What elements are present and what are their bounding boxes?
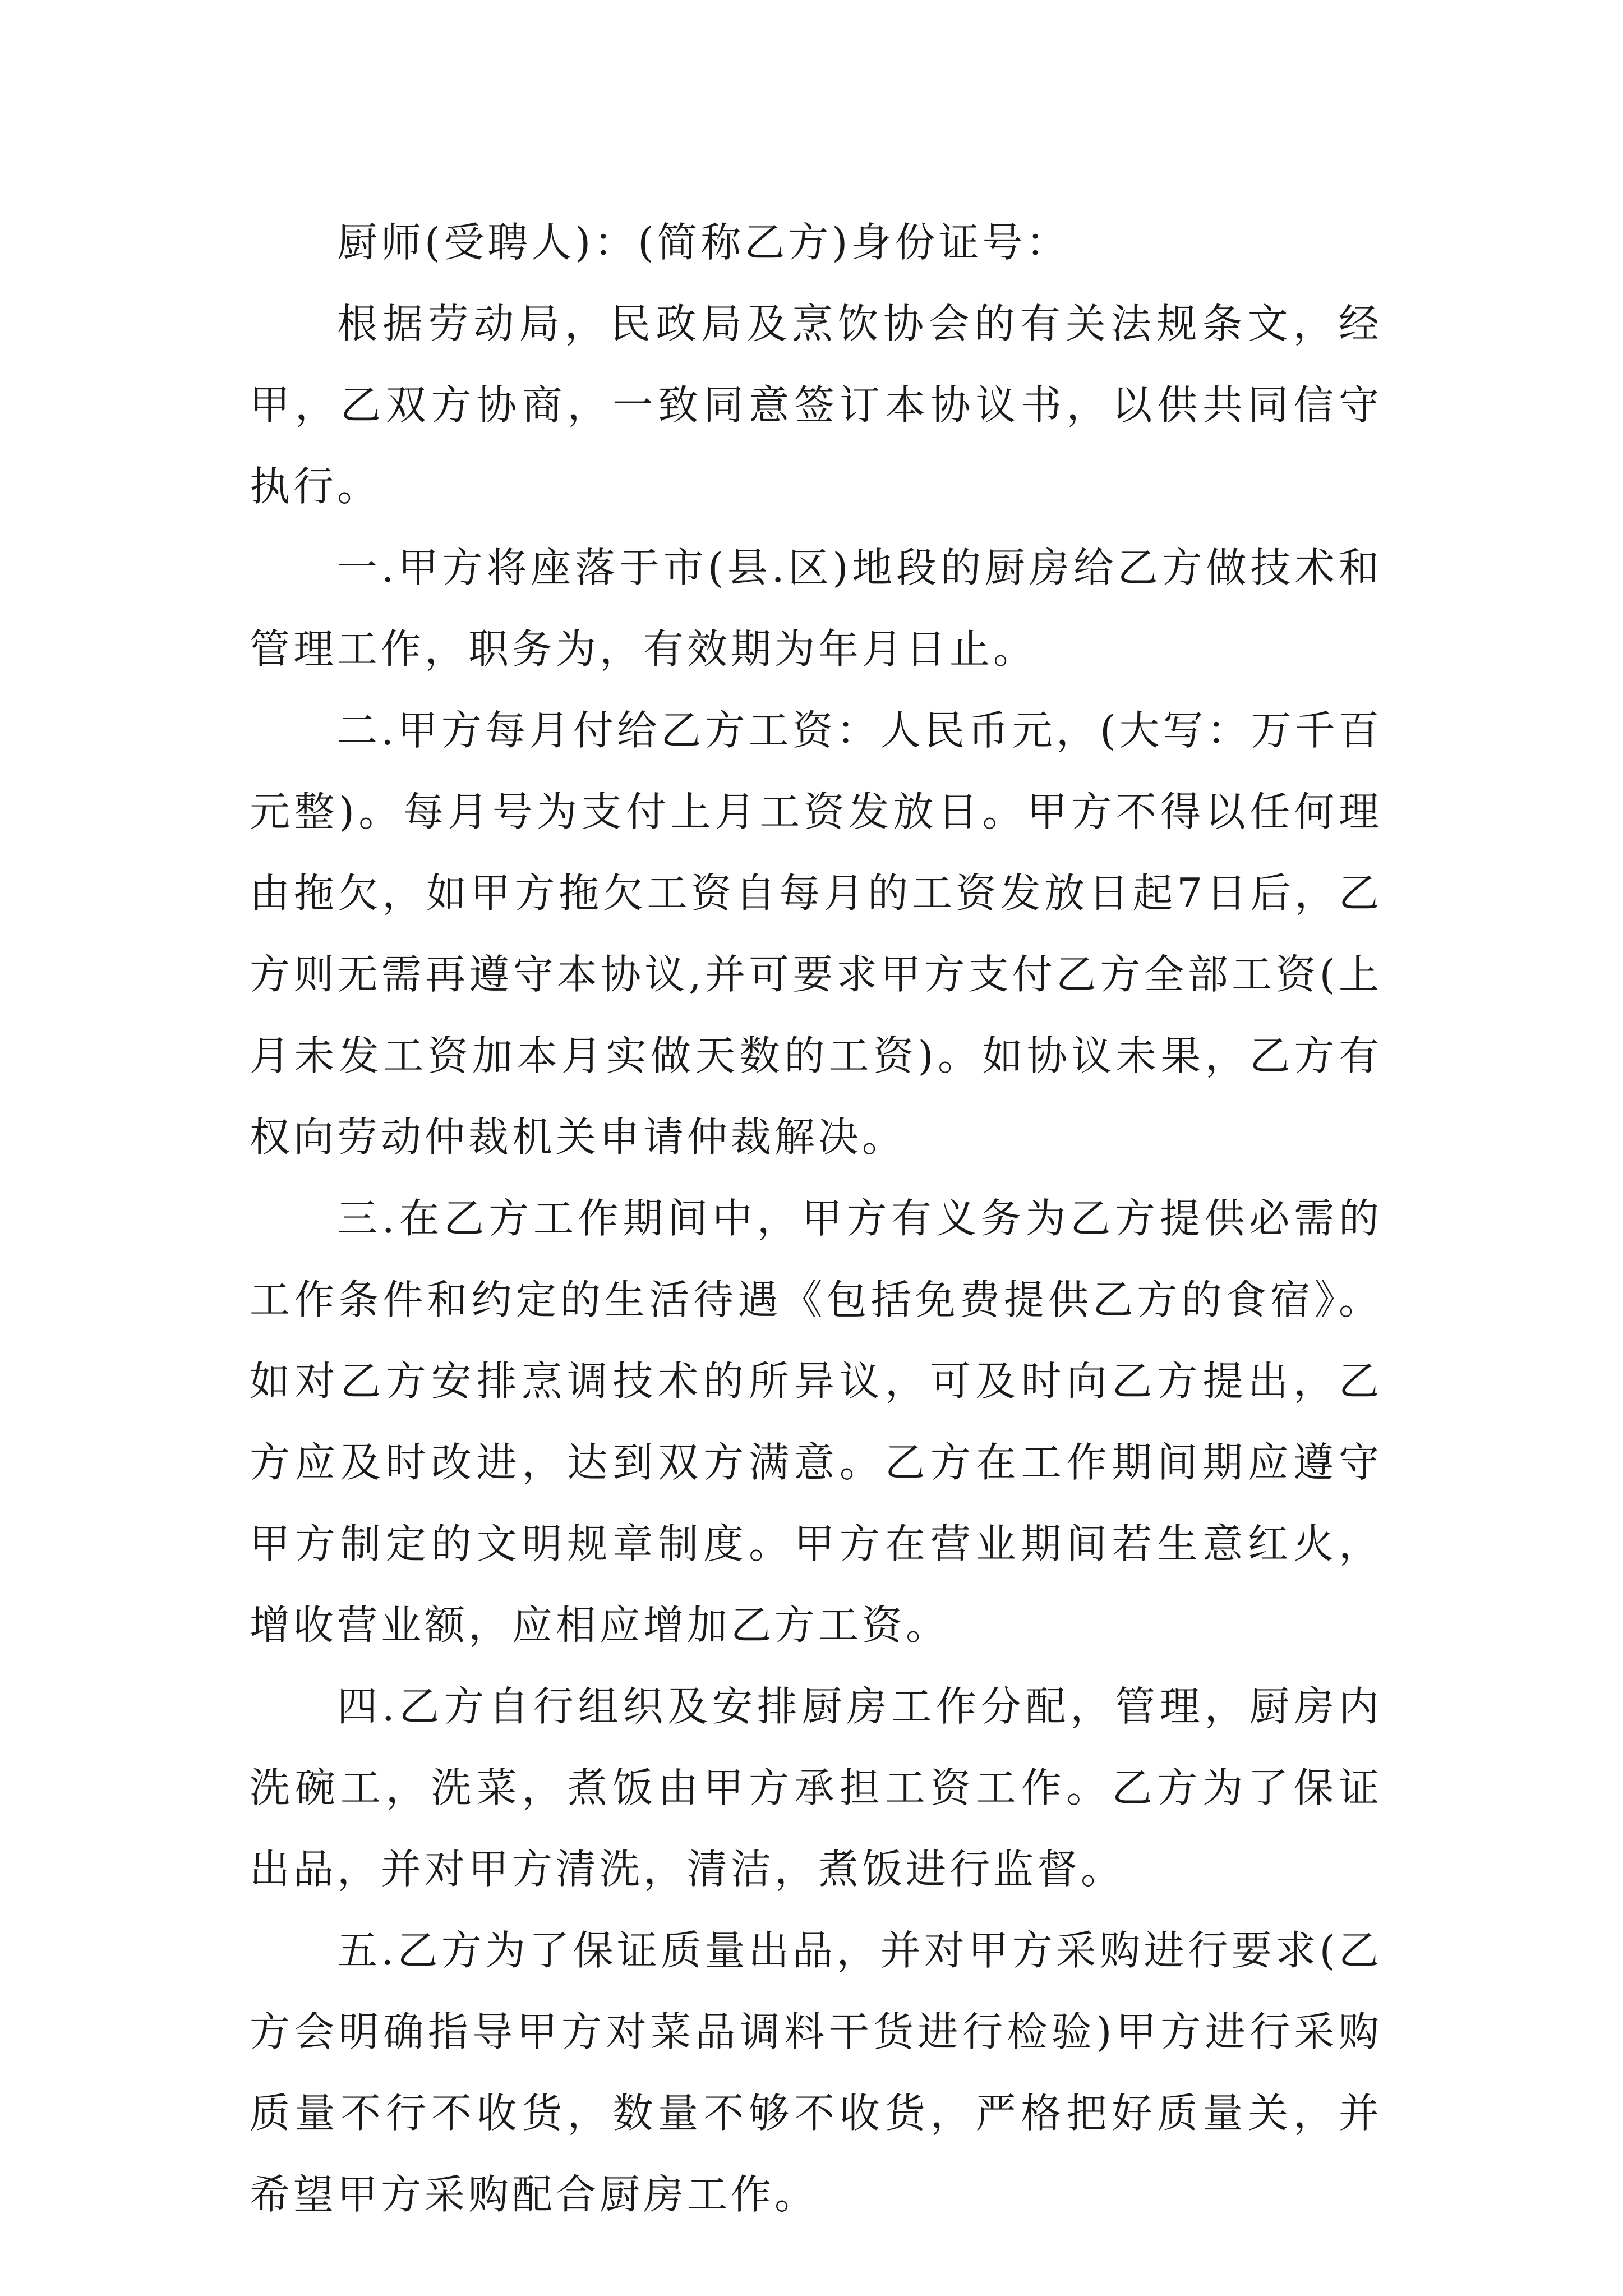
paragraph-clause-2: 二.甲方每月付给乙方工资：人民币元，(大写：万千百元整)。每月号为支付上月工资发放日。甲方不得以任何理由拖欠，如甲方拖欠工资自每月的工资发放日起7日后，乙方则无需再遵守本协议,并可要求甲方支付乙方全部工资(上月未发工资加本月实做天数的工资)。如协议未果，乙方有权向劳动仲裁机关申请仲裁解决。	[250, 707, 1382, 1161]
paragraph-chef-identity: 厨师(受聘人)：(简称乙方)身份证号：	[337, 219, 1070, 266]
document-body	[250, 202, 1382, 2235]
paragraph-clause-4: 四.乙方自行组织及安排厨房工作分配，管理，厨房内洗碗工，洗菜，煮饭由甲方承担工资工作。乙方为了保证出品，并对甲方清洗，清洁，煮饭进行监督。	[250, 1683, 1382, 1893]
paragraph-clause-3: 三.在乙方工作期间中，甲方有义务为乙方提供必需的工作条件和约定的生活待遇《包括免费提供乙方的食宿》。如对乙方安排烹调技术的所异议，可及时向乙方提出，乙方应及时改进，达到双方满意。乙方在工作期间期应遵守甲方制定的文明规章制度。甲方在营业期间若生意红火，增收营业额，应相应增加乙方工资。	[250, 1195, 1382, 1649]
paragraph-preamble: 根据劳动局，民政局及烹饮协会的有关法规条文，经甲，乙双方协商，一致同意签订本协议书，以供共同信守执行。	[250, 300, 1382, 510]
paragraph-clause-5: 五.乙方为了保证质量出品，并对甲方采购进行要求(乙方会明确指导甲方对菜品调料干货进行检验)甲方进行采购质量不行不收货，数量不够不收货，严格把好质量关，并希望甲方采购配合厨房工作。	[250, 1927, 1382, 2218]
paragraph-clause-1: 一.甲方将座落于市(县.区)地段的厨房给乙方做技术和管理工作，职务为，有效期为年月日止。	[250, 544, 1382, 673]
